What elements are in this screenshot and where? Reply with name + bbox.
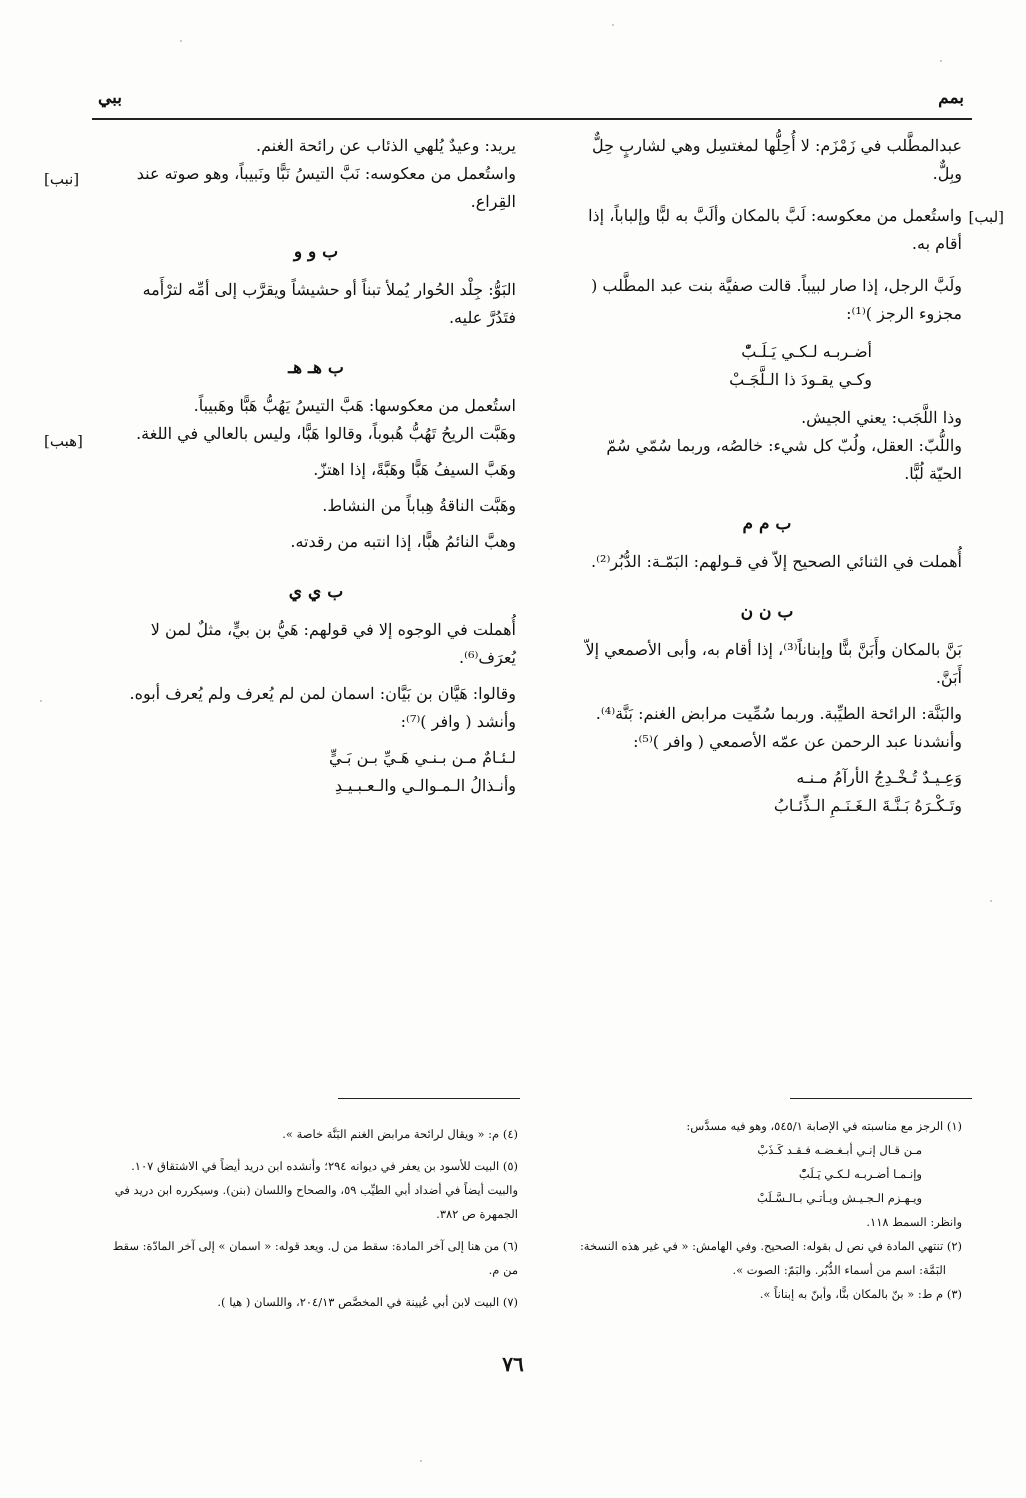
- scan-speck: [940, 60, 942, 62]
- footnote-rule-right: [790, 1098, 972, 1099]
- paragraph: واستُعمل من معكوسه: نَبَّ التيسُ نَبًّا ونَبيباً، وهو صوته عند القِراع.: [136, 164, 516, 211]
- paragraph: أُهملت في الوجوه إلا في قولهم: هَيُّ بن بيٍّ، مثلٌ لمن لا يُعرَف⁽⁶⁾.: [150, 620, 516, 667]
- paragraph: بَنَّ بالمكان وأَبَنَّ بنًّا وإبناناً⁽³⁾، إذا أقام به، وأبى الأصمعي إلاّ أَبَنَّ.: [585, 640, 962, 687]
- footnote: (٤) م: « ويقال لرائحة مرابض الغنم البَنَّة خاصة ».: [282, 1127, 518, 1141]
- paragraph: وذا اللَّجَب: يعني الجيش.: [801, 408, 962, 427]
- scan-speck: [990, 900, 992, 902]
- paragraph: يريد: وعيدٌ يُلهي الذئاب عن رائحة الغنم.: [256, 136, 516, 155]
- paragraph: ولَبَّ الرجل، إذا صار لبيباً. قالت صفيَّة بنت عبد المطَّلب ( مجزوء الرجز )⁽¹⁾:: [591, 276, 962, 323]
- footnote: (٥) البيت للأسود بن يعفر في ديوانه ٢٩٤؛ وأنشده ابن دريد أيضاً في الاشتقاق ١٠٧. والبيت أيضاً في أضداد أبي الطيِّب ٥٩، والصحاح واللسان (بنن). وسيكرره ابن دريد في الجمهرة ص ٣٨٢.: [114, 1159, 518, 1221]
- scan-speck: [40, 700, 42, 702]
- footnote: (٧) البيت لابن أبي عُيينة في المخصَّص ٢٠٤/١٣، واللسان ( هيا ).: [217, 1295, 518, 1309]
- verse-line: أضـربـه لـكـي يَـلَـبّْ: [741, 342, 872, 361]
- paragraph: عبدالمطَّلب في زَمْزَم: لا أُحِلُّها لمغتسِل وهي لشاربٍ حِلٌّ وبِلٌّ.: [592, 136, 962, 183]
- verse-line: وكـي يقـودَ ذا الـلَّجَـبْ: [729, 370, 872, 389]
- paragraph: استُعمل من معكوسها: هَبَّ التيسُ يَهُبُّ هَبًّا وهَبيباً.: [193, 396, 516, 415]
- footnote: (٦) من هنا إلى آخر المادة: سقط من ل. ويعد قوله: « اسمان » إلى آخر المادّة: سقط من م.: [112, 1239, 518, 1277]
- entry-heading: ب هـ هـ: [288, 358, 344, 378]
- footnote: (٢) تنتهي المادة في نص ل بقوله: الصحيح. وفي الهامش: « في غير هذه النسخة:: [579, 1239, 962, 1253]
- paragraph: واستُعمل من معكوسه: لَبَّ بالمكان وألَبَّ به لبًّا وإلباباً، إذا أقام به.: [588, 206, 962, 253]
- footnote: وانظر: السمط ١١٨.: [866, 1215, 962, 1229]
- footnote: البَمَّة: اسم من أسماء الدُّبُر. والبَمّ: الصوت ».: [732, 1263, 946, 1277]
- paragraph: والبَنَّة: الرائحة الطيِّبة. وربما سُمِّيت مرابض الغنم: بَنَّة⁽⁴⁾. وأنشدنا عبد الرحمن عن عمّه الأصمعي ( وافر )⁽⁵⁾:: [595, 704, 962, 751]
- root-mark-nbb: [نبب]: [44, 170, 80, 188]
- paragraph: وهَبَّت الريحُ تَهُبُّ هُبوباً، وقالوا هَبًّا، وليس بالعالي في اللغة.: [136, 424, 516, 443]
- page-number: ٧٦: [502, 1352, 524, 1376]
- entry-heading: ب ي ي: [288, 582, 344, 602]
- entry-heading: ب م م: [742, 514, 792, 534]
- root-mark-hbb: [هبب]: [44, 432, 83, 450]
- paragraph: وهَبَّ السيفُ هَبًّا وهَبَّةً، إذا اهتزّ.: [313, 460, 516, 479]
- running-head-right: بمم: [938, 88, 964, 108]
- footnote-verse: مـن قـال إنـي أبـغـضـه فـقـد كَـذَبْ: [757, 1143, 922, 1157]
- right-column: [572, 132, 962, 820]
- paragraph: البَوُّ: جِلْد الحُوار يُملأ تبناً أو حشيشاً ويقرَّب إلى أمِّه لترْأَمه فتَدُرَّ عليه.: [142, 280, 516, 327]
- paragraph: وهَبَّت الناقةُ هِباباً من النشاط.: [322, 496, 516, 515]
- footnotes-right: [566, 1114, 962, 1306]
- entry-heading: ب و و: [293, 242, 339, 262]
- running-head-left: ببي: [98, 88, 123, 108]
- root-mark-lbb: [لبب]: [968, 208, 1004, 226]
- scan-speck: [420, 1460, 422, 1462]
- entry-heading: ب ن ن: [740, 602, 794, 622]
- footnote-rule-left: [338, 1098, 520, 1099]
- scan-speck: [180, 40, 182, 42]
- footnote: (٣) م ط: « بنّ بالمكان بنًّا، وأبنّ به إبناناً ».: [759, 1287, 962, 1301]
- verse-line: وتَـكْـرَهُ بَـنَّـةَ الـغَـنَـمِ الـذِّئـابُ: [773, 796, 962, 815]
- verse-line: وَعِـيـدٌ تُـخْـدِجُ الأرآمُ مـنـه: [796, 768, 962, 787]
- scan-speck: [612, 24, 614, 26]
- footnote-verse: ويـهـزم الـجـيـش ويـأتـي بـالـسَّـلَبْ: [756, 1191, 922, 1205]
- paragraph: واللُّبّ: العقل، ولُبّ كل شيء: خالصُه، وربما سُمّي سُمّ الحيّة لُبًّا.: [606, 436, 962, 483]
- left-column: [116, 132, 516, 800]
- verse-line: وأنـذالُ الـمـوالـي والـعـبـيـدِ: [334, 776, 516, 795]
- paragraph: وهبَّ النائمُ هبًّا، إذا انتبه من رقدته.: [290, 532, 516, 551]
- footnote: (١) الرجز مع مناسبته في الإصابة ٥٤٥/١، وهو فيه مسدَّس:: [686, 1119, 962, 1133]
- paragraph: أُهملت في الثنائي الصحيح إلاّ في قـولهم: البَمّـة: الدُّبُر⁽²⁾.: [591, 552, 962, 571]
- footnotes-left: [108, 1122, 518, 1314]
- footnote-verse: وإنـمـا أضـربـه لـكـي يَـلَبّْ: [798, 1167, 922, 1181]
- header-rule: [92, 118, 972, 120]
- verse-line: لـئـامٌ مـن بـنـي هَـيِّ بـن بَـيٍّ: [329, 748, 516, 767]
- paragraph: وقالوا: هَيَّان بن بَيَّان: اسمان لمن لم يُعرف ولم يُعرف أبوه. وأنشد ( وافر )⁽⁷⁾:: [129, 684, 516, 731]
